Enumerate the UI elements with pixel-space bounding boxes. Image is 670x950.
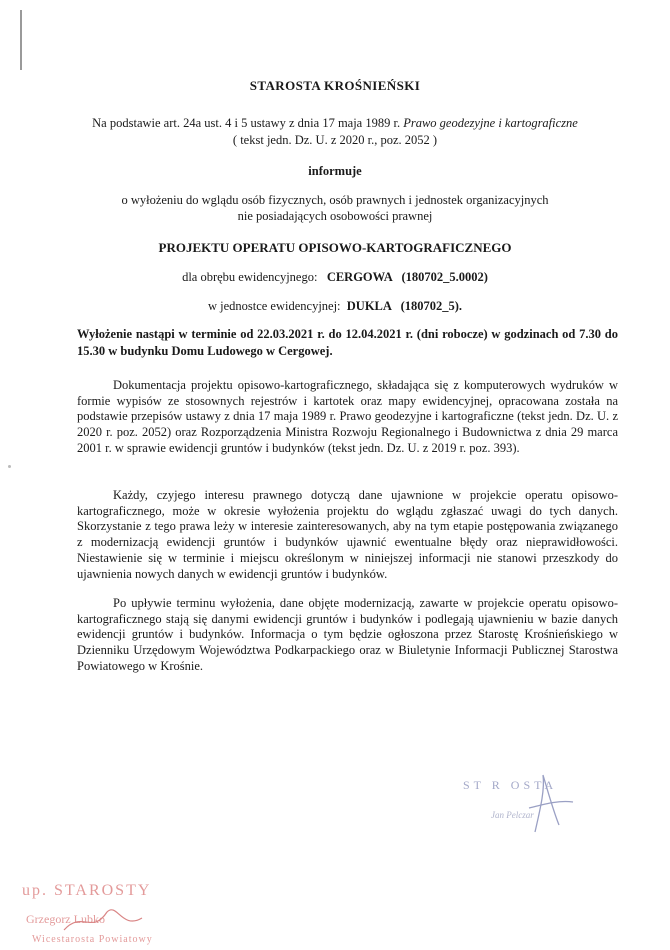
precinct-value: CERGOWA (180702_5.0002) bbox=[326, 270, 488, 284]
stamp-header: up. STAROSTY bbox=[22, 882, 152, 899]
scan-edge-mark bbox=[20, 10, 22, 70]
subject-line-1: o wyłożeniu do wglądu osób fizycznych, osób prawnych i jednostek organizacyjnych bbox=[121, 193, 549, 207]
precinct-line bbox=[0, 270, 670, 285]
signature-icon bbox=[515, 770, 585, 840]
paragraph-text: Dokumentacja projektu opisowo-kartograficznego, składająca się z komputerowych wydruków w formie wypisów ze stosownych rejestrów i kartotek oraz mapy ewidencyjnej, opracowana została na podstawie przepisów ustawy z dnia 17 maja 1989 r. Prawo geodezyjne i kartograficzne (tekst jedn. Dz. U. z 2020 r. poz. 2052) oraz Rozporządzenia Ministra Rozwoju Regionalnego i Budownictwa z dnia 29 marca 2001 r. w sprawie ewidencji gruntów i budynków (tekst jedn. Dz. U. z 2019 r. poz. 393). bbox=[77, 378, 618, 455]
informs-heading: informuje bbox=[308, 164, 362, 178]
signature-icon bbox=[62, 900, 152, 940]
stamp-title: ST R OSTA bbox=[463, 778, 558, 792]
deputy-stamp bbox=[12, 872, 172, 950]
unit-line bbox=[0, 299, 670, 314]
starosta-stamp bbox=[455, 770, 605, 840]
body-paragraph-2 bbox=[77, 488, 618, 582]
stamp-name: Jan Pelczar bbox=[491, 810, 534, 820]
subject-line-2: nie posiadających osobowości prawnej bbox=[237, 209, 433, 223]
act-title: Prawo geodezyjne i kartograficzne bbox=[403, 116, 578, 130]
paragraph-text: Po upływie terminu wyłożenia, dane objęte modernizacją, zawarte w projekcie operatu opisowo-kartograficznego stają się danymi ewidencji gruntów i budynków i podlegają ujawnieniu w bazie danych ewidencji gruntów i budynków. Informacja o tym będzie ogłoszona przez Starostę Krośnieńskiego w Dzienniku Urzędowym Województwa Podkarpackiego oraz w Biuletynie Informacji Publicznej Starostwa Powiatowego w Krośnie. bbox=[77, 596, 618, 673]
precinct-label: dla obrębu ewidencyjnego: bbox=[182, 270, 318, 284]
body-paragraph-1 bbox=[77, 378, 618, 457]
legal-basis-line-1 bbox=[0, 116, 670, 131]
unit-value: DUKLA (180702_5). bbox=[346, 299, 463, 313]
legal-basis-text: Na podstawie art. 24a ust. 4 i 5 ustawy z dnia 17 maja 1989 r. bbox=[92, 116, 404, 130]
term-paragraph: Wyłożenie nastąpi w terminie od 22.03.2021 r. do 12.04.2021 r. (dni robocze) w godzinach od 7.30 do 15.30 w budynku Domu Ludowego w Cergowej. bbox=[77, 327, 618, 358]
paragraph-text: Każdy, czyjego interesu prawnego dotyczą dane ujawnione w projekcie operatu opisowo-kartograficznego, może w okresie wyłożenia projektu do wglądu zgłaszać uwagi do tych danych. Skorzystanie z tego prawa leży w interesie zainteresowanych, aby na tym etapie postępowania związanego z modernizacją ewidencji gruntów i budynków ujawnić ewentualne błędy oraz nieprawidłowości. Niestawienie się w terminie i miejscu określonym w niniejszej informacji nie stanowi przeszkody do ujawnienia nowych danych w ewidencji gruntów i budynków. bbox=[77, 488, 618, 581]
legal-basis-line-2: ( tekst jedn. Dz. U. z 2020 r., poz. 2052 ) bbox=[232, 133, 438, 147]
stamp-signatory: Grzegorz Lubko bbox=[26, 912, 105, 926]
scan-dot bbox=[8, 465, 11, 468]
project-title: PROJEKTU OPERATU OPISOWO-KARTOGRAFICZNEGO bbox=[158, 240, 512, 255]
stamp-position: Wicestarosta Powiatowy bbox=[32, 934, 153, 945]
body-paragraph-3 bbox=[77, 596, 618, 675]
unit-label: w jednostce ewidencyjnej: bbox=[207, 299, 341, 313]
page-title: STAROSTA KROŚNIEŃSKI bbox=[249, 78, 421, 93]
